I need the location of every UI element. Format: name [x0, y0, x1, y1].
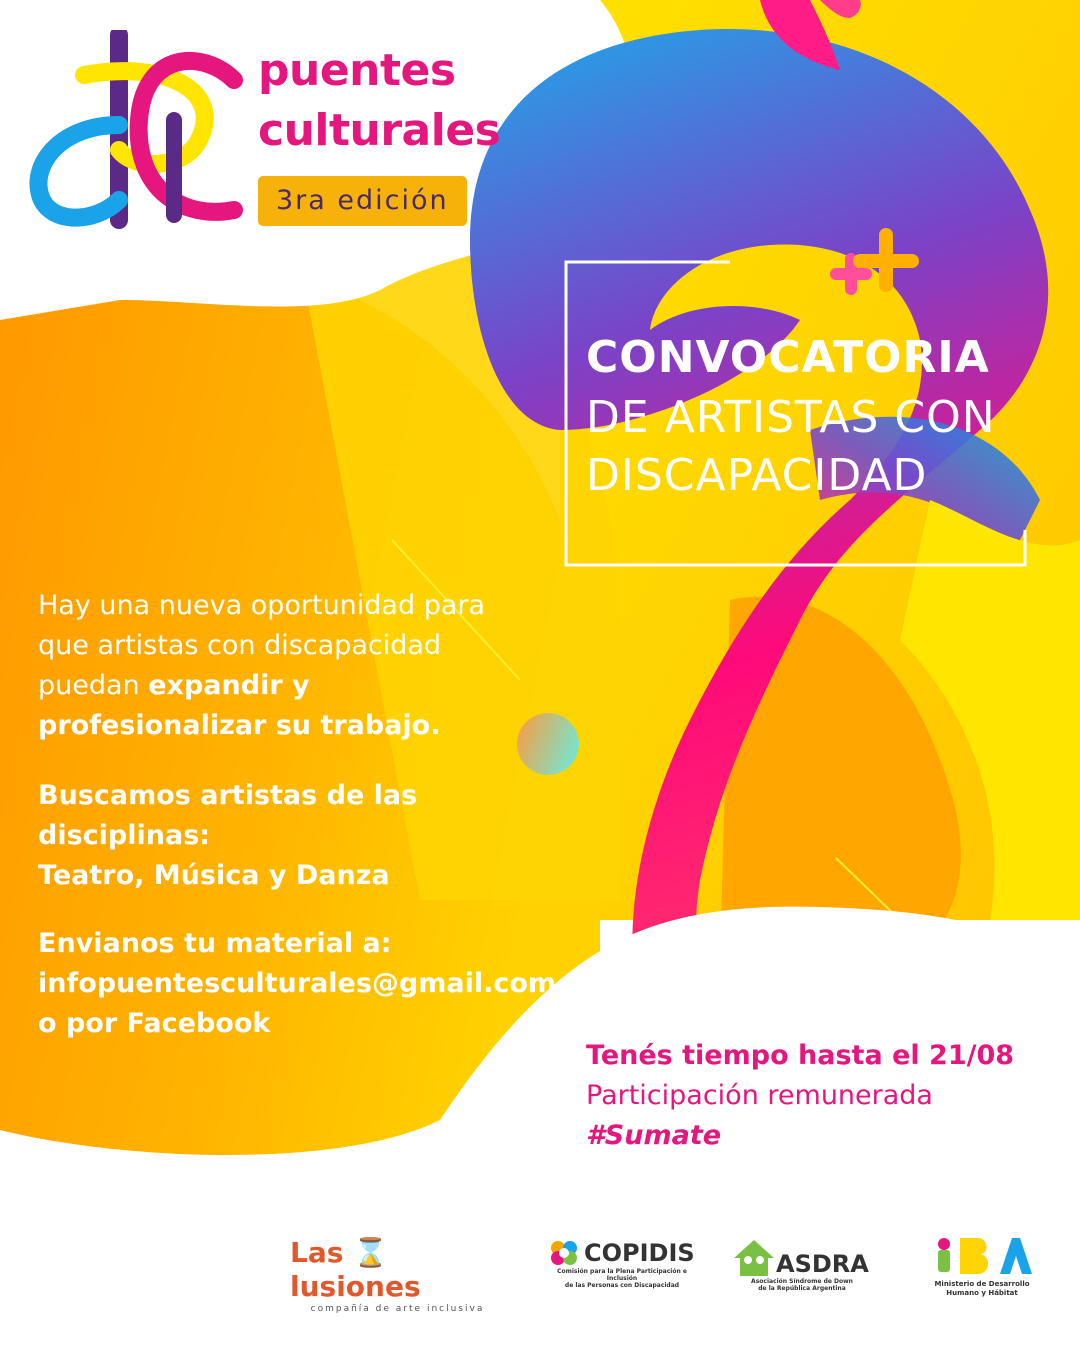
- ilusiones-sub: compañía de arte inclusiva: [310, 1304, 485, 1314]
- contact-line3: o por Facebook: [38, 1008, 271, 1039]
- copidis-sub2: de las Personas con Discapacidad: [564, 1282, 680, 1289]
- headline-line3: DISCAPACIDAD: [586, 450, 928, 501]
- asdra-house-icon: [732, 1238, 776, 1278]
- contact-paragraph: [38, 924, 578, 1044]
- sponsor-las-ilusiones: [290, 1236, 505, 1314]
- disciplines-line1: Buscamos artistas de las: [38, 780, 418, 811]
- contact-line1: Envianos tu material a:: [38, 928, 392, 959]
- ilusiones-text-a: Las: [290, 1236, 354, 1269]
- ilusiones-hourglass-icon: ⌛: [353, 1236, 389, 1269]
- ilusiones-text-b: lusiones: [290, 1270, 421, 1303]
- edition-badge: 3ra edición: [258, 176, 467, 226]
- deadline-block: [586, 1036, 1014, 1156]
- brand-name-line2: culturales: [258, 105, 501, 156]
- intro-paragraph: [38, 586, 578, 746]
- intro-line3: [38, 666, 578, 706]
- disciplines-line3: Teatro, Música y Danza: [38, 860, 390, 891]
- sponsor-ba-ministerio: [930, 1234, 1034, 1298]
- hashtag: #Sumate: [586, 1120, 722, 1151]
- intro-line2: que artistas con discapacidad: [38, 630, 442, 661]
- puentes-culturales-logo-mark: [24, 30, 244, 230]
- contact-email[interactable]: infopuentesculturales@gmail.com: [38, 968, 557, 999]
- sponsor-copidis: [548, 1238, 696, 1289]
- intro-line3-normal: puedan: [38, 670, 149, 701]
- intro-line3-bold: expandir y: [148, 670, 310, 701]
- ba-logo-icon: [930, 1234, 1034, 1276]
- sponsor-asdra: [732, 1238, 872, 1292]
- headline-line1: CONVOCATORIA: [586, 332, 990, 383]
- ba-sub1: Ministerio de Desarrollo: [934, 1280, 1030, 1288]
- deadline-line2: Participación remunerada: [586, 1080, 933, 1111]
- disciplines-line2: disciplinas:: [38, 820, 211, 851]
- intro-line1: Hay una nueva oportunidad para: [38, 590, 486, 621]
- headline-line2: DE ARTISTAS CON: [586, 392, 996, 443]
- intro-line4: profesionalizar su trabajo.: [38, 710, 441, 741]
- copidis-name: COPIDIS: [584, 1239, 695, 1267]
- brand-name-line1: puentes: [258, 45, 456, 96]
- asdra-sub1: Asociación Síndrome de Down: [751, 1278, 853, 1285]
- deadline-line1: Tenés tiempo hasta el 21/08: [586, 1040, 1015, 1071]
- asdra-sub2: de la República Argentina: [758, 1285, 846, 1292]
- asdra-name: ASDRA: [776, 1250, 869, 1278]
- copidis-sub1: Comisión para la Plena Participación e Inclusión: [557, 1268, 687, 1282]
- copidis-logo-icon: [548, 1238, 582, 1268]
- ba-sub2: Humano y Hábitat: [946, 1289, 1018, 1297]
- disciplines-paragraph: [38, 776, 578, 896]
